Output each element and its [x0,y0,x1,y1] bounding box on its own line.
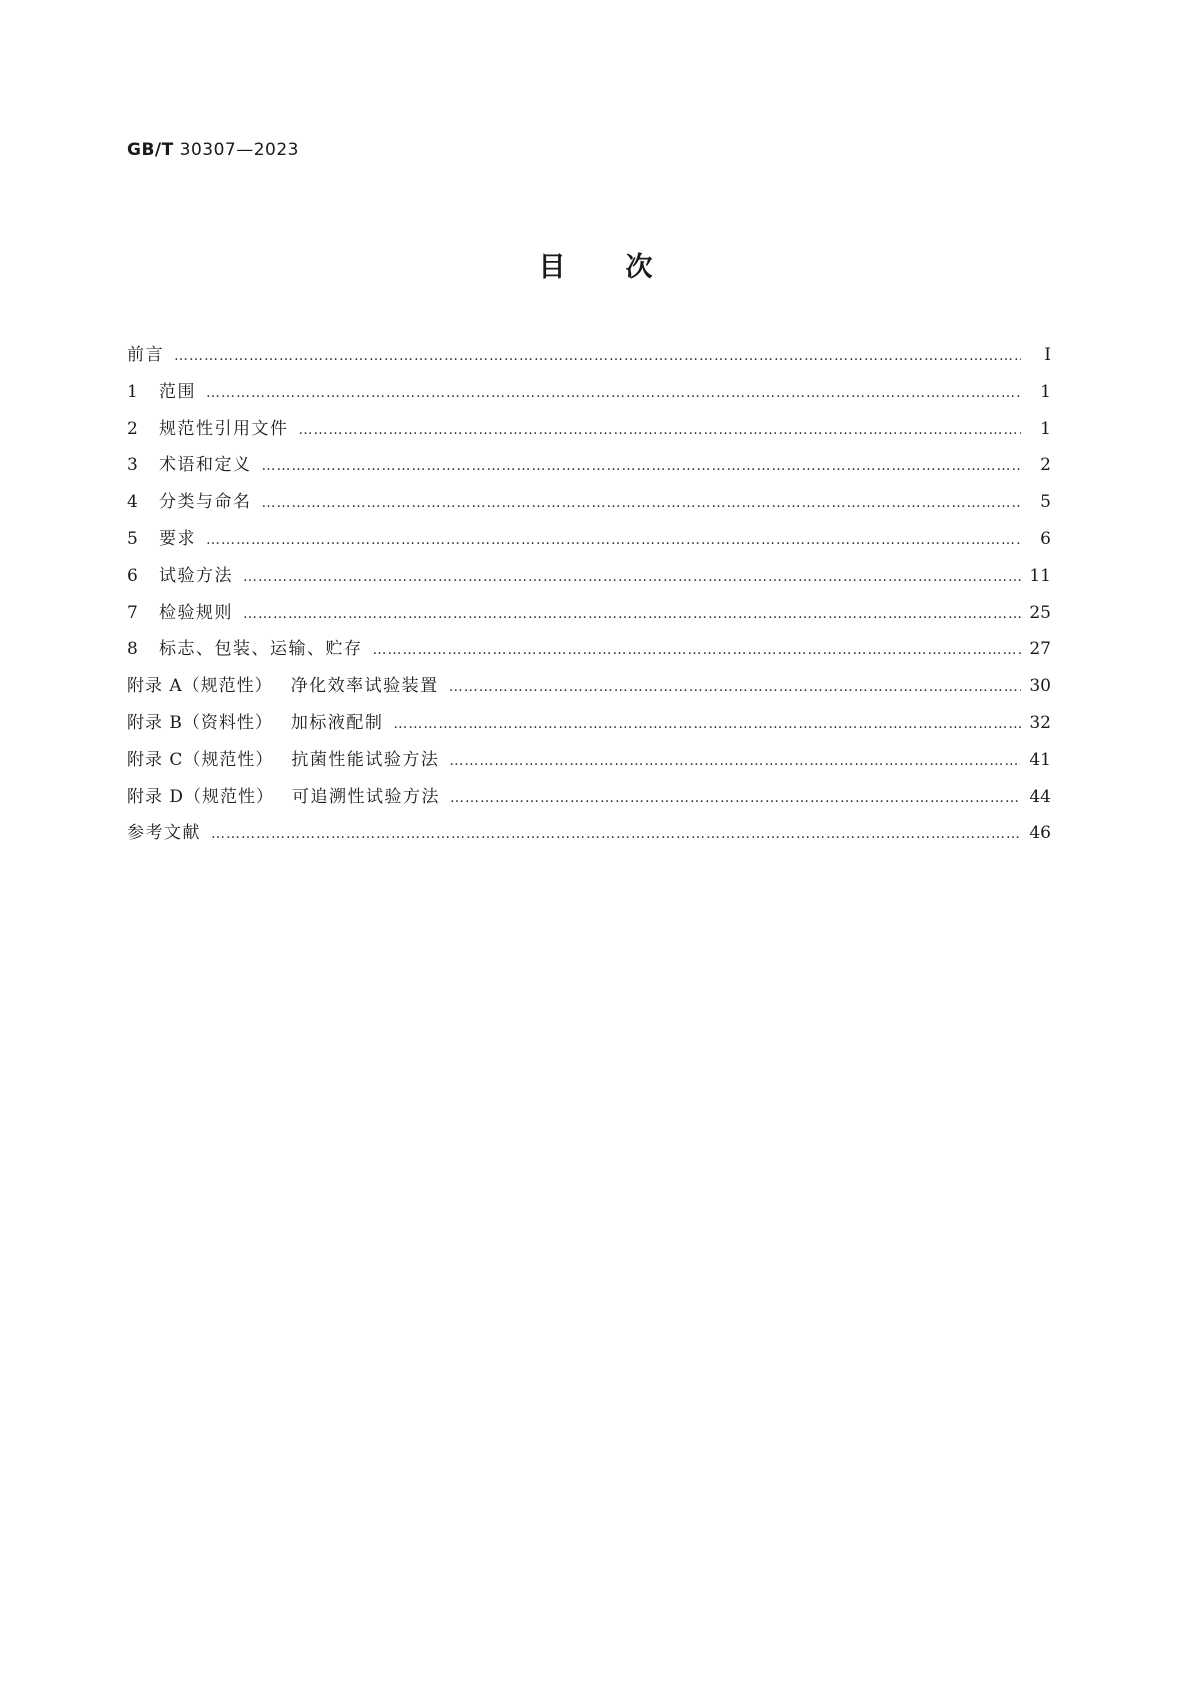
toc-entry-appendix-d[interactable] [127,782,1051,819]
toc-chapter-number: 5 [127,528,138,549]
toc-entry-references[interactable] [127,818,1051,855]
toc-entry-appendix-c[interactable] [127,745,1051,782]
standard-code-number: 30307—2023 [179,140,299,160]
toc-appendix-title: 抗菌性能试验方法 [291,749,440,770]
toc-entry-chapter-6[interactable] [127,561,1051,598]
dot-leader [206,385,1021,401]
toc-page-number: 25 [1029,602,1051,623]
table-of-contents [127,340,1051,855]
toc-entry-appendix-b[interactable] [127,708,1051,745]
dot-leader [243,569,1021,585]
standard-code [127,140,299,160]
toc-chapter-number: 7 [127,602,138,623]
toc-entry-chapter-8[interactable] [127,634,1051,671]
toc-chapter-number: 6 [127,565,138,586]
toc-chapter-number: 8 [127,639,138,660]
toc-entry-label: 规范性引用文件 [159,418,289,439]
toc-entry-label: 标志、包装、运输、贮存 [159,639,363,660]
standard-code-prefix: GB/T [127,140,174,160]
toc-page-number: 1 [1040,418,1051,439]
toc-entry-label: 前言 [127,345,164,365]
dot-leader [243,606,1021,622]
toc-page-number: 5 [1040,492,1051,513]
dot-leader [449,679,1021,695]
toc-page-number: 32 [1029,712,1051,733]
toc-page-number: 6 [1040,528,1051,549]
toc-entry-label: 参考文献 [127,823,201,844]
toc-page-number: 27 [1029,639,1051,660]
toc-entry-label: 要求 [159,528,196,549]
dot-leader [206,532,1021,548]
toc-page-number: 44 [1029,786,1051,807]
toc-entry-preface[interactable] [127,340,1051,377]
toc-title: 目次 [538,252,713,283]
toc-entry-chapter-4[interactable] [127,487,1051,524]
toc-entry-chapter-7[interactable] [127,598,1051,635]
toc-entry-label: 范围 [159,381,196,402]
toc-appendix-head: 附录 D（规范性） [127,786,275,807]
toc-entry-label: 分类与命名 [159,492,252,513]
toc-chapter-number: 3 [127,455,138,476]
toc-page-number: 11 [1029,565,1051,586]
toc-page-number: 1 [1040,381,1051,402]
toc-page-number: 30 [1029,676,1051,697]
toc-appendix-title: 可追溯性试验方法 [292,786,441,807]
toc-appendix-head: 附录 C（规范性） [127,749,274,770]
dot-leader [450,790,1021,806]
toc-page-number: 41 [1029,749,1051,770]
toc-entry-chapter-2[interactable] [127,414,1051,451]
toc-chapter-number: 4 [127,492,138,513]
dot-leader [393,716,1021,732]
toc-entry-label: 检验规则 [159,602,233,623]
toc-page-number: Ⅰ [1044,345,1051,365]
toc-appendix-title: 净化效率试验装置 [290,676,439,697]
toc-chapter-number: 1 [127,381,138,402]
toc-appendix-title: 加标液配制 [290,712,384,733]
dot-leader [211,826,1021,842]
toc-appendix-head: 附录 B（资料性） [127,712,273,733]
dot-leader [299,422,1022,438]
dot-leader [373,642,1022,658]
toc-entry-chapter-5[interactable] [127,524,1051,561]
toc-entry-appendix-a[interactable] [127,671,1051,708]
toc-appendix-head: 附录 A（规范性） [127,676,273,697]
dot-leader [262,495,1022,511]
toc-entry-label: 术语和定义 [159,455,252,476]
toc-page-number: 46 [1029,823,1051,844]
dot-leader [449,753,1021,769]
dot-leader [262,458,1022,474]
toc-entry-label: 试验方法 [159,565,233,586]
toc-page-number: 2 [1040,455,1051,476]
toc-chapter-number: 2 [127,418,138,439]
toc-entry-chapter-3[interactable] [127,450,1051,487]
dot-leader [174,348,1021,364]
toc-entry-chapter-1[interactable] [127,377,1051,414]
